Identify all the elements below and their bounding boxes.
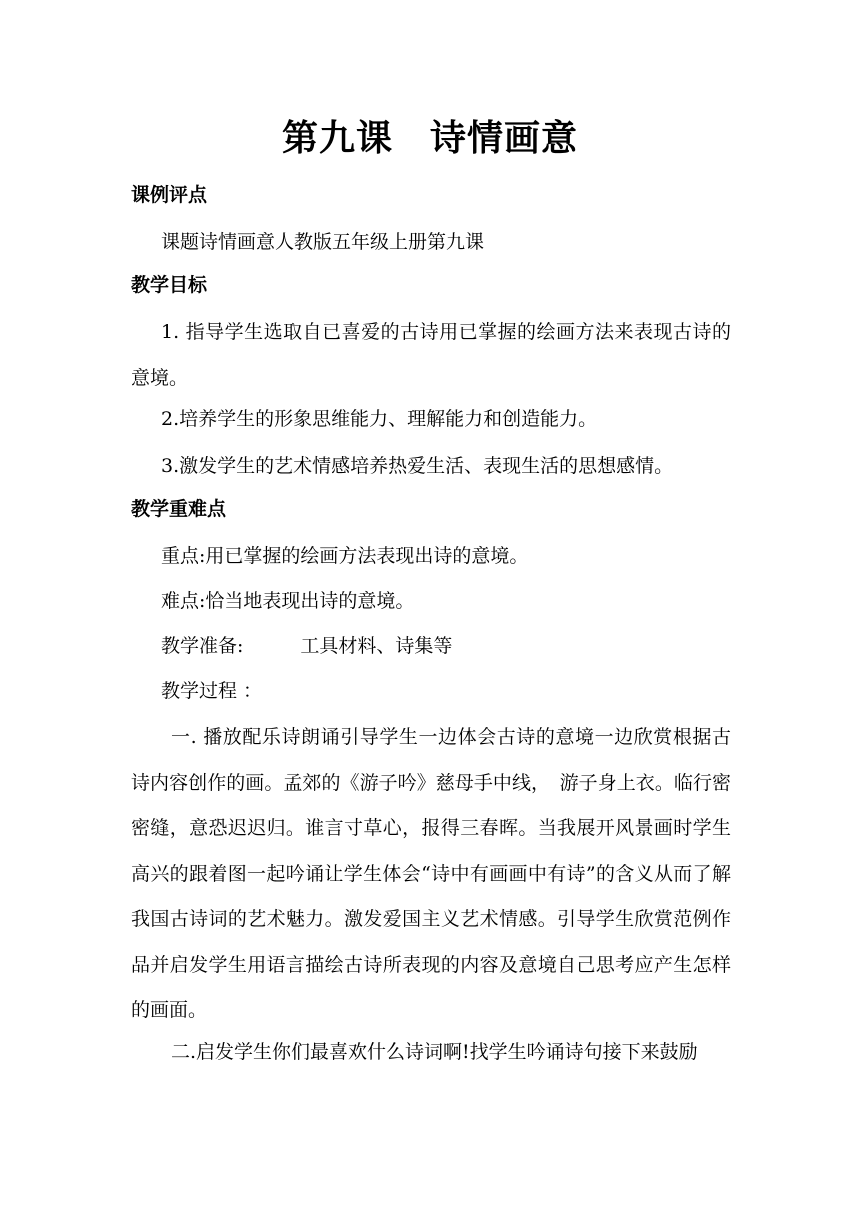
page-title: 第九课 诗情画意 bbox=[281, 117, 578, 159]
section-heading-review: 课例评点 bbox=[131, 184, 208, 206]
process-step-1: 一. 播放配乐诗朗诵引导学生一边体会古诗的意境一边欣赏根据古诗内容创作的画。孟郊的《游子吟》慈母手中线， 游子身上衣。临行密密缝，意恐迟迟归。谁言寸草心，报得三春晖。当我展开风景画时学生高兴的跟着图一起吟诵让学生体会“诗中有画画中有诗”的含义从而了解我国古诗词的艺术魅力。激发爱国主义艺术情感。引导学生欣赏范例作品并启发学生用语言描绘古诗所表现的内容及意境自己思考应产生怎样的画面。 bbox=[131, 726, 731, 1021]
difficult-point: 难点:恰当地表现出诗的意境。 bbox=[161, 590, 415, 612]
section-heading-goals: 教学目标 bbox=[131, 274, 208, 296]
goal-item-2: 2.培养学生的形象思维能力、理解能力和创造能力。 bbox=[161, 408, 598, 430]
topic-line: 课题诗情画意人教版五年级上册第九课 bbox=[161, 231, 485, 253]
goal-item-1: 1. 指导学生选取自已喜爱的古诗用已掌握的绘画方法来表现古诗的意境。 bbox=[131, 321, 731, 389]
key-point: 重点:用已掌握的绘画方法表现出诗的意境。 bbox=[161, 545, 529, 567]
goal-item-3: 3.激发学生的艺术情感培养热爱生活、表现生活的思想感情。 bbox=[161, 455, 674, 477]
section-heading-key-points: 教学重难点 bbox=[131, 498, 227, 520]
teaching-preparation: 教学准备: 工具材料、诗集等 bbox=[161, 635, 453, 657]
teaching-process-label: 教学过程 ： bbox=[161, 680, 263, 702]
process-step-2: 二.启发学生你们最喜欢什么诗词啊!找学生吟诵诗句接下来鼓励 bbox=[171, 1041, 698, 1063]
